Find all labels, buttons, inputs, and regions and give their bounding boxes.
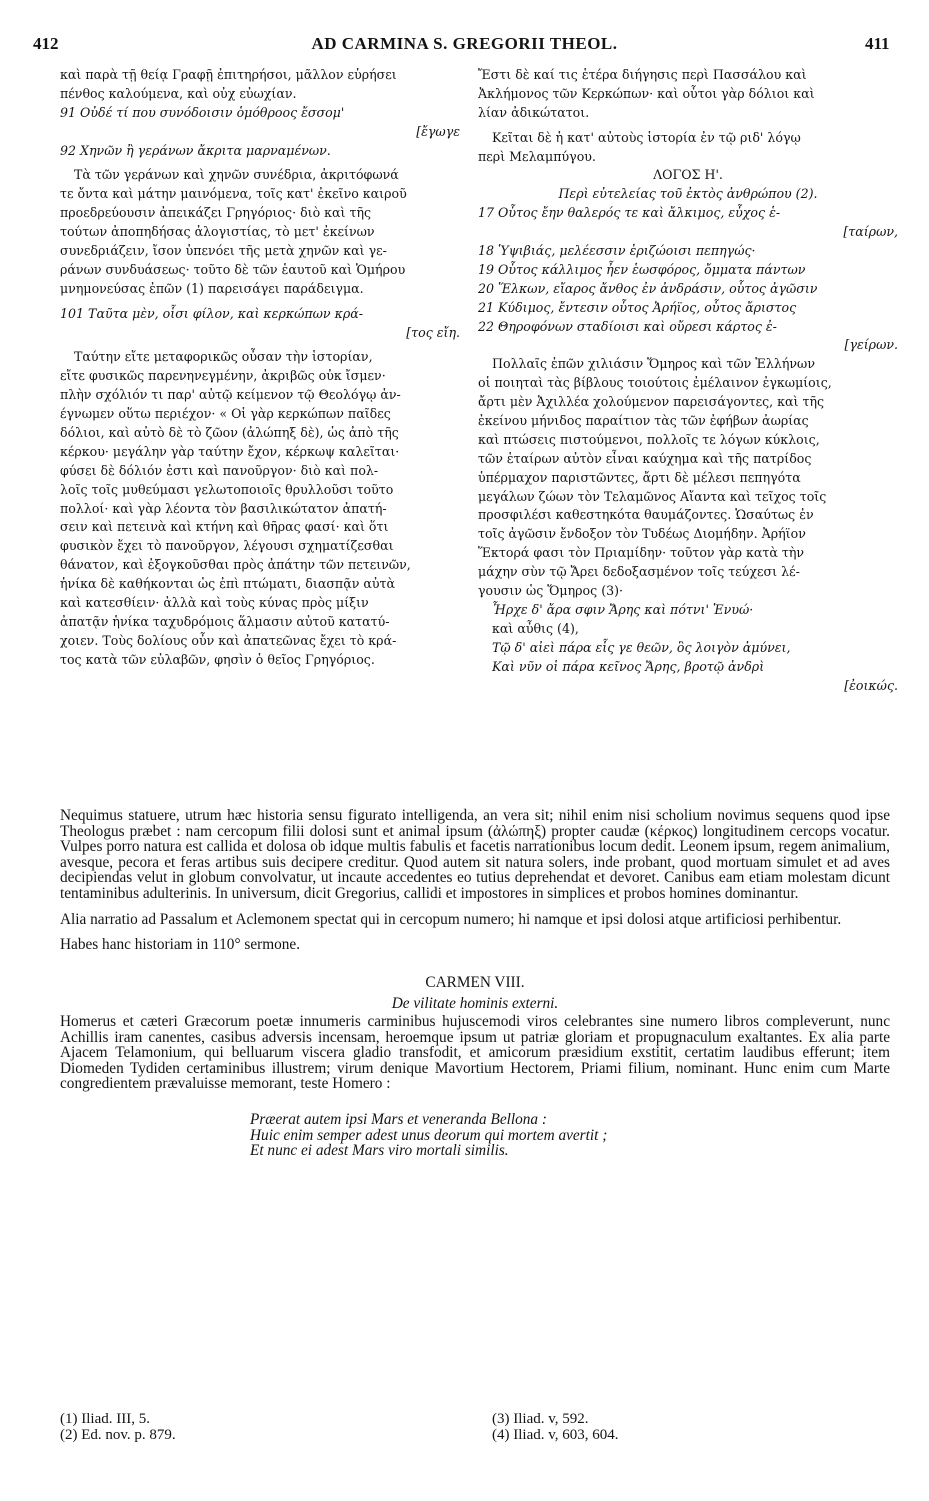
verse-line: Et nunc ei adest Mars viro mortali similis. xyxy=(250,1142,509,1160)
text-line: Τῷ δ' αἰεὶ πάρα εἷς γε θεῶν, ὃς λοιγὸν ἀμύνει, xyxy=(492,639,791,655)
text-line: [γείρων. xyxy=(844,337,898,353)
text-line: [ταίρων, xyxy=(843,224,898,240)
text-line: 92 Χηνῶν ἢ γεράνων ἄκριτα μαρναμένων. xyxy=(60,142,331,158)
carmen-title: CARMEN VIII. xyxy=(425,973,525,991)
text-line: καὶ αὖθις (4), xyxy=(492,620,579,636)
text-line: χοιεν. Τοὺς δολίους οὖν καὶ ἀπατεῶνας ἔχει τὸ κρά- xyxy=(60,632,397,648)
text-line: [ἔγωγε xyxy=(416,123,460,139)
text-line: σειν καὶ πετεινὰ καὶ κτήνη καὶ θῆρας φασί· καὶ ὅτι xyxy=(60,519,389,535)
text-line: μεγάλων ζώων τὸν Τελαμῶνος Αἴαντα καὶ τεῖχος τοῖς xyxy=(478,488,827,504)
text-line: γουσιν ὡς Ὅμηρος (3)· xyxy=(478,583,624,599)
latin-verses xyxy=(60,1112,890,1159)
verse-line: Huic enim semper adest unus deorum qui mortem avertit ; xyxy=(250,1126,608,1144)
footnotes-right xyxy=(492,1411,619,1443)
text-line: τε ὄντα καὶ μάτην μαινόμενα, τοῖς κατ' ἐκεῖνο καιροῦ xyxy=(60,186,407,202)
text-line: Ταύτην εἴτε μεταφορικῶς οὖσαν τὴν ἱστορίαν, xyxy=(74,349,373,365)
text-line: 17 Οὗτος ἔην θαλερός τε καὶ ἄλκιμος, εὖχος ἑ- xyxy=(478,205,781,221)
latin-paragraph-2: Alia narratio ad Passalum et Aclemonem spectat qui in cercopum numero; hi namque et ipsi dolosi atque artificiosi perhibentur. xyxy=(60,910,842,928)
text-line: τούτων ἀποπηδήσας ἀλογιστίας, τὸ μετ' ἐκείνων xyxy=(60,224,375,240)
text-line: φύσει δὲ δόλιόν ἐστι καὶ πανοῦργον· διὸ καὶ πολ- xyxy=(60,462,379,478)
text-line: ράνων συνδυάσεως· τοῦτο δὲ τῶν ἑαυτοῦ καὶ Ὁμήρου xyxy=(60,261,406,277)
latin-translation xyxy=(60,808,890,1159)
text-line: κέρκου· μεγάλην γὰρ ταύτην ἔχον, κέρκωψ καλεῖται· xyxy=(60,443,400,459)
text-line: λίαν ἀδικώτατοι. xyxy=(478,104,590,120)
text-line: μνημονεύσας ἐπῶν (1) παρεισάγει παράδειγμα. xyxy=(60,280,364,296)
text-line: 22 Θηροφόνων σταδίοισι καὶ οὔρεσι κάρτος ἐ- xyxy=(478,318,777,334)
text-line: 91 Οὐδέ τί που συνόδοισιν ὁμόθροος ἔσσομ' xyxy=(60,104,345,120)
text-line: 101 Ταῦτα μὲν, οἷσι φίλον, καὶ κερκώπων κρά- xyxy=(60,305,364,321)
footnote: (3) Iliad. v, 592. xyxy=(492,1411,589,1427)
text-line: καὶ παρὰ τῇ θείᾳ Γραφῇ ἐπιτηρήσοι, μᾶλλον εὑρήσει xyxy=(60,67,397,82)
text-line: Ἀκλήμονος τῶν Κερκώπων· καὶ οὗτοι γὰρ δόλιοι καὶ xyxy=(478,85,815,101)
left-column xyxy=(60,66,460,670)
text-line: προσφιλέσι καθεστηκότα θαυμάζοντες. Ὡσαύτως ἐν xyxy=(478,507,814,523)
text-line: προεδρεύουσιν ἀπεικάζει Γρηγόριος· διὸ καὶ τῆς xyxy=(60,205,372,221)
text-line: ἀπατᾷν ἡνίκα ταχυδρόμοις ἅλμασιν αὐτοῦ κατατύ- xyxy=(60,613,390,629)
verse-line: Præerat autem ipsi Mars et veneranda Bellona : xyxy=(250,1110,547,1128)
latin-paragraph-1: Nequimus statuere, utrum hæc historia sensu figurato intelligenda, an vera sit; nihil enim nisi scholium novimus sequens quod ipse Theologus præbet : nam cercopum filii dolosi sunt et animal ipsum (ἀλώπηξ) propter caudæ (κέρκος) longitudinem cercops vocatur. Vulpes porro natura est callida et dolosa ob idque multis fabulis et facetis narrationibus locum dedit. Leonem ipsum, regem animalium, avesque, pecora et feras artibus suis decipere creditur. Quod autem sit natura solers, inde probant, quod mortuam simulet et ad aves decipiendas velut in globum convolvatur, ut incaute accedentes eo tutius deprehendat et devoret. Canibus eam etiam molestam dicunt tentaminibus adulterinis. In universum, dicit Gregorius, callidi et impostores in simplices et probos homines dominantur. xyxy=(60,807,890,902)
text-line: ΛΟΓΟΣ Η'. xyxy=(653,167,723,183)
text-line: συνεδριάζειν, ἴσον ὑπενόει τῆς μετὰ χηνῶν καὶ γε- xyxy=(60,243,387,259)
text-line: ἐκείνου μήνιδος παραίτιον τὰς τῶν ἐφήβων ἀωρίας xyxy=(478,413,809,429)
latin-paragraph-3: Habes hanc historiam in 110° sermone. xyxy=(60,936,301,954)
text-line: φυσικὸν ἔχει τὸ πανοῦργον, λέγουσι σχηματίζεσθαι xyxy=(60,538,394,554)
text-line: τος κατὰ τῶν εὐλαβῶν, φησὶν ὁ θεῖος Γρηγόριος. xyxy=(60,651,375,667)
text-line: πένθος καλούμενα, καὶ οὐχ εὐωχίαν. xyxy=(60,85,297,101)
text-line: [ἐοικώς. xyxy=(844,677,898,693)
text-line: Καὶ νῦν οἱ πάρα κεῖνος Ἄρης, βροτῷ ἀνδρὶ xyxy=(492,658,765,674)
text-line: 21 Κύδιμος, ἔντεσιν οὗτος Ἀρήϊος, οὗτος ἄριστος xyxy=(478,299,797,315)
text-line: πλὴν σχόλιόν τι παρ' αὐτῷ κείμενον τῷ Θεολόγῳ ἀν- xyxy=(60,387,401,403)
footnote: (2) Ed. nov. p. 879. xyxy=(60,1427,176,1443)
footnote: (4) Iliad. v, 603, 604. xyxy=(492,1427,619,1443)
text-line: 20 Ἕλκων, εἴαρος ἄνθος ἐν ἀνδράσιν, οὗτος ἀγῶσιν xyxy=(478,280,818,296)
text-line: οἱ ποιηταὶ τὰς βίβλους τοιούτοις ἐμέλαινον ἐγκωμίοις, xyxy=(478,375,832,391)
footnotes-left xyxy=(60,1411,176,1443)
text-line: Τὰ τῶν γεράνων καὶ χηνῶν συνέδρια, ἀκριτόφωνά xyxy=(74,167,399,183)
text-line: καὶ κατεσθίειν· ἀλλὰ καὶ τοὺς κύνας πρὸς μίξιν xyxy=(60,595,369,611)
right-column xyxy=(478,66,898,695)
running-title: AD CARMINA S. GREGORII THEOL. xyxy=(311,34,618,53)
text-line: καὶ πτώσεις πιστούμενοι, πολλοῖς τε λόγων κύκλοις, xyxy=(478,431,820,447)
text-line: Πολλαῖς ἐπῶν χιλιάσιν Ὅμηρος καὶ τῶν Ἑλλήνων xyxy=(492,356,815,372)
page-number-left: 412 xyxy=(33,34,59,53)
text-line: [τος εἴη. xyxy=(406,324,460,340)
text-line: ἡνίκα δὲ καθήκονται ὡς ἐπὶ πτώματι, διασπᾷν αὐτὰ xyxy=(60,576,395,592)
text-line: ὑπέρμαχον παριστῶντες, ἄρτι δὲ μέλεσι πεπηγότα xyxy=(478,469,801,485)
text-line: 19 Οὗτος κάλλιμος ἦεν ἑωσφόρος, ὄμματα πάντων xyxy=(478,261,806,277)
page-number-right: 411 xyxy=(865,34,890,53)
text-line: περὶ Μελαμπύγου. xyxy=(478,148,596,164)
text-line: λοῖς τοῖς μυθεύμασι γελωτοποιοῖς θρυλλοῦσι τοῦτο xyxy=(60,481,394,497)
text-line: τῶν ἑταίρων αὐτὸν εἶναι καύχημα καὶ τῆς πατρίδος xyxy=(478,450,812,466)
latin-paragraph-4: Homerus et cæteri Græcorum poetæ innumeris carminibus hujuscemodi viros celebrantes sine numero libros compleverunt, nunc Achillis iram canentes, casibus adversis incensam, heroemque ipsum ut patriæ gloriam et propugnaculum exaltantes. Ex alia parte Ajacem Telamonium, qui belluarum viscera gladio transfodit, et amicorum præsidium exstitit, certatim laudibus efferunt; item Diomeden Tydiden certaminibus illustrem; virum denique Mavortium Hectorem, Priami filium, nominant. Hunc enim cum Marte congredientem prævaluisse memorant, teste Homero : xyxy=(60,1012,890,1093)
text-line: ἄρτι μὲν Ἀχιλλέα χολούμενον παρεισάγοντες, καὶ τῆς xyxy=(478,394,825,410)
text-line: μάχην σὺν τῷ Ἄρει δεδοξασμένον τοῖς τεύχεσι λέ- xyxy=(478,564,800,580)
text-line: δόλιοι, καὶ αὐτὸ δὲ τὸ ζῶον (ἀλώπηξ δὲ), ὡς ἀπὸ τῆς xyxy=(60,425,399,441)
text-line: τοῖς ἀγῶσιν ἔνδοξον τὸν Τυδέως Διομήδην. Ἀρήϊον xyxy=(478,526,806,542)
text-line: 18 Ὑψιβιάς, μελέεσσιν ἐριζώοισι πεπηγώς· xyxy=(478,243,756,259)
text-line: εἴτε φυσικῶς παρενηνεγμένην, ἀκριβῶς οὐκ ἴσμεν· xyxy=(60,368,386,384)
text-line: Ἕκτορά φασι τὸν Πριαμίδην· τοῦτον γὰρ κατὰ τὴν xyxy=(478,545,805,561)
text-line: πολλοί· καὶ γὰρ λέοντα τὸν βασιλικώτατον ἀπατή- xyxy=(60,500,387,516)
carmen-subtitle: De vilitate hominis externi. xyxy=(391,995,559,1013)
text-line: έγνωμεν οὕτω περιέχον· « Οἱ γὰρ κερκώπων παῖδες xyxy=(60,406,391,422)
text-line: Ἔστι δὲ καί τις ἑτέρα διήγησις περὶ Πασσάλου καὶ xyxy=(478,67,807,82)
text-line: Περὶ εὐτελείας τοῦ ἐκτὸς ἀνθρώπου (2). xyxy=(558,186,818,202)
text-line: Κεῖται δὲ ἡ κατ' αὐτοὺς ἱστορία ἐν τῷ ριδ' λόγῳ xyxy=(492,129,801,145)
text-line: θάνατον, καὶ ἐξογκοῦσθαι πρὸς ἀπάτην τῶν πετεινῶν, xyxy=(60,557,411,573)
text-line: Ἦρχε δ' ἄρα σφιν Ἄρης καὶ πότνι' Ἐνυώ· xyxy=(492,601,754,617)
footnote: (1) Iliad. III, 5. xyxy=(60,1411,150,1427)
